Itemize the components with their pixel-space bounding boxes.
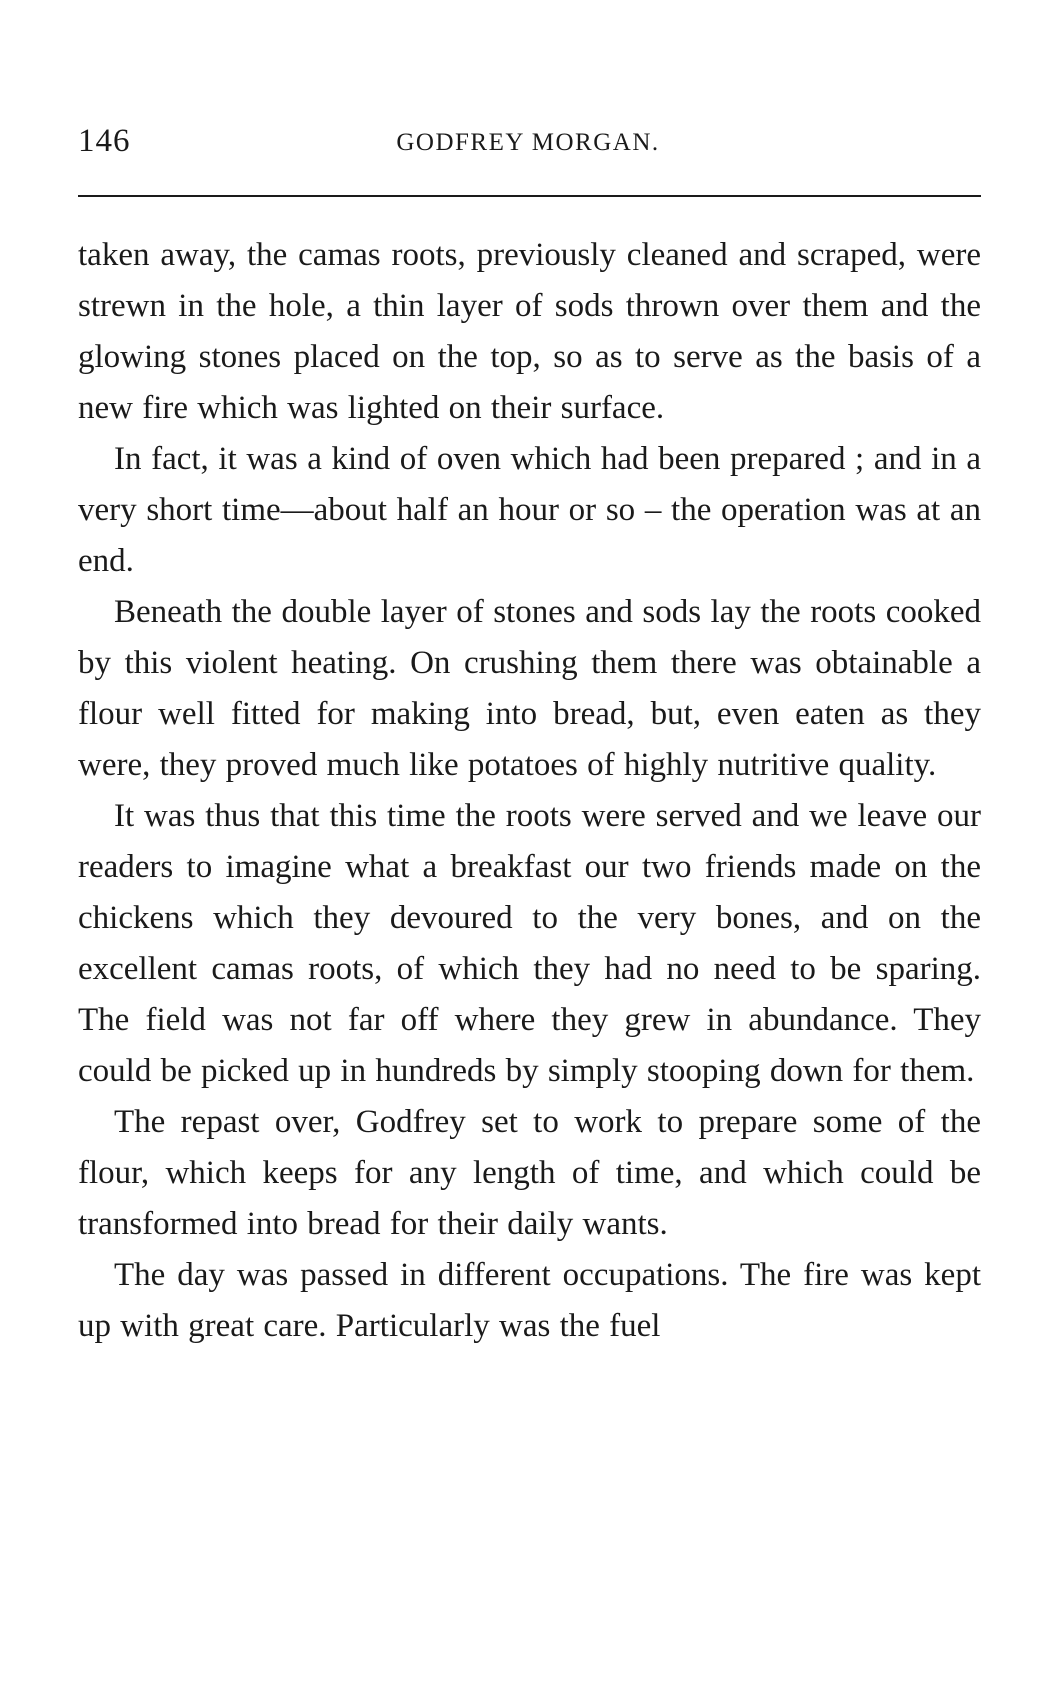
paragraph: Beneath the double layer of stones and sods lay the roots cooked by this violent heating. On crushing them there was obtainable a flour well fitted for making into bread, but, even eaten as they were, they proved much like potatoes of highly nutritive quality.	[78, 594, 981, 783]
header-rule	[78, 195, 981, 197]
running-head	[78, 118, 978, 164]
book-title: GODFREY MORGAN.	[396, 129, 660, 156]
body-text	[78, 230, 981, 1352]
paragraph-continued: taken away, the camas roots, previously cleaned and scraped, were strewn in the hole, a thin layer of sods thrown over them and the glowing stones placed on the top, so as to serve as the basis of a new fire which was lighted on their surface.	[78, 237, 981, 426]
paragraph: In fact, it was a kind of oven which had been prepared ; and in a very short time—about half an hour or so – the operation was at an end.	[78, 441, 981, 579]
page-number: 146	[78, 123, 131, 159]
paragraph: The repast over, Godfrey set to work to prepare some of the flour, which keeps for any length of time, and which could be transformed into bread for their daily wants.	[78, 1104, 981, 1242]
paragraph: The day was passed in different occupations. The fire was kept up with great care. Particularly was the fuel	[78, 1257, 981, 1344]
paragraph: It was thus that this time the roots were served and we leave our readers to imagine what a breakfast our two friends made on the chickens which they devoured to the very bones, and on the excellent camas roots, of which they had no need to be sparing. The field was not far off where they grew in abundance. They could be picked up in hundreds by simply stooping down for them.	[78, 798, 981, 1089]
